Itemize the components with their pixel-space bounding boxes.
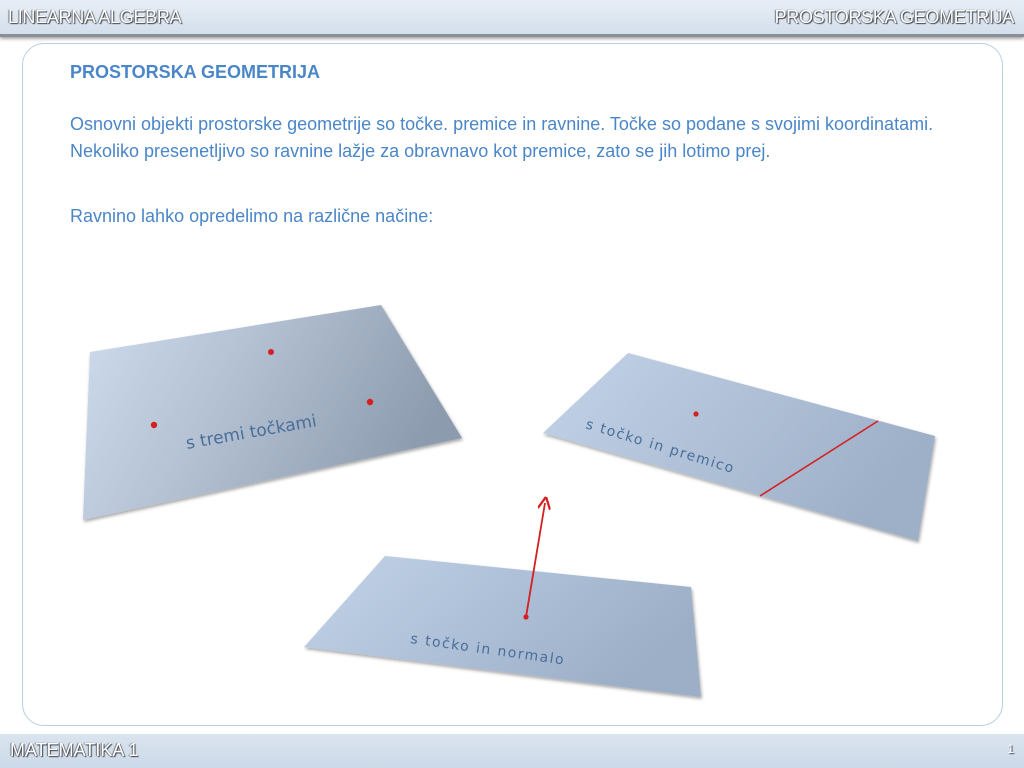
header-section-title: PROSTORSKA GEOMETRIJA — [774, 7, 1014, 27]
label-three-points: s tremi točkami — [184, 411, 319, 454]
header-course-title: LINEARNA ALGEBRA — [8, 7, 182, 27]
point-c — [151, 422, 157, 428]
page-number: 1 — [1007, 742, 1014, 756]
point-a — [268, 349, 274, 355]
footer-bar — [0, 734, 1024, 768]
page-title: PROSTORSKA GEOMETRIJA — [70, 62, 321, 82]
normal-base-point — [523, 614, 528, 619]
plane-point-and-line — [543, 353, 935, 541]
point-on-plane — [693, 411, 698, 416]
point-b — [367, 399, 373, 405]
plane-three-points — [83, 305, 462, 520]
label-point-and-line: s točko in premico — [583, 416, 737, 478]
footer-course-name: MATEMATIKA 1 — [10, 740, 139, 760]
label-point-and-normal: s točko in normalo — [409, 631, 567, 669]
plane-point-and-normal — [304, 503, 701, 697]
methods-paragraph: Ravnino lahko opredelimo na različne načine: — [70, 206, 434, 226]
intro-paragraph: Osnovni objekti prostorske geometrije so točke. premice in ravnine. Točke so podane s svojimi koordinatami. Nekoliko presenetljivo so ravnine lažje za obravnavo kot premice, zato se jih lotimo prej. — [70, 114, 934, 161]
